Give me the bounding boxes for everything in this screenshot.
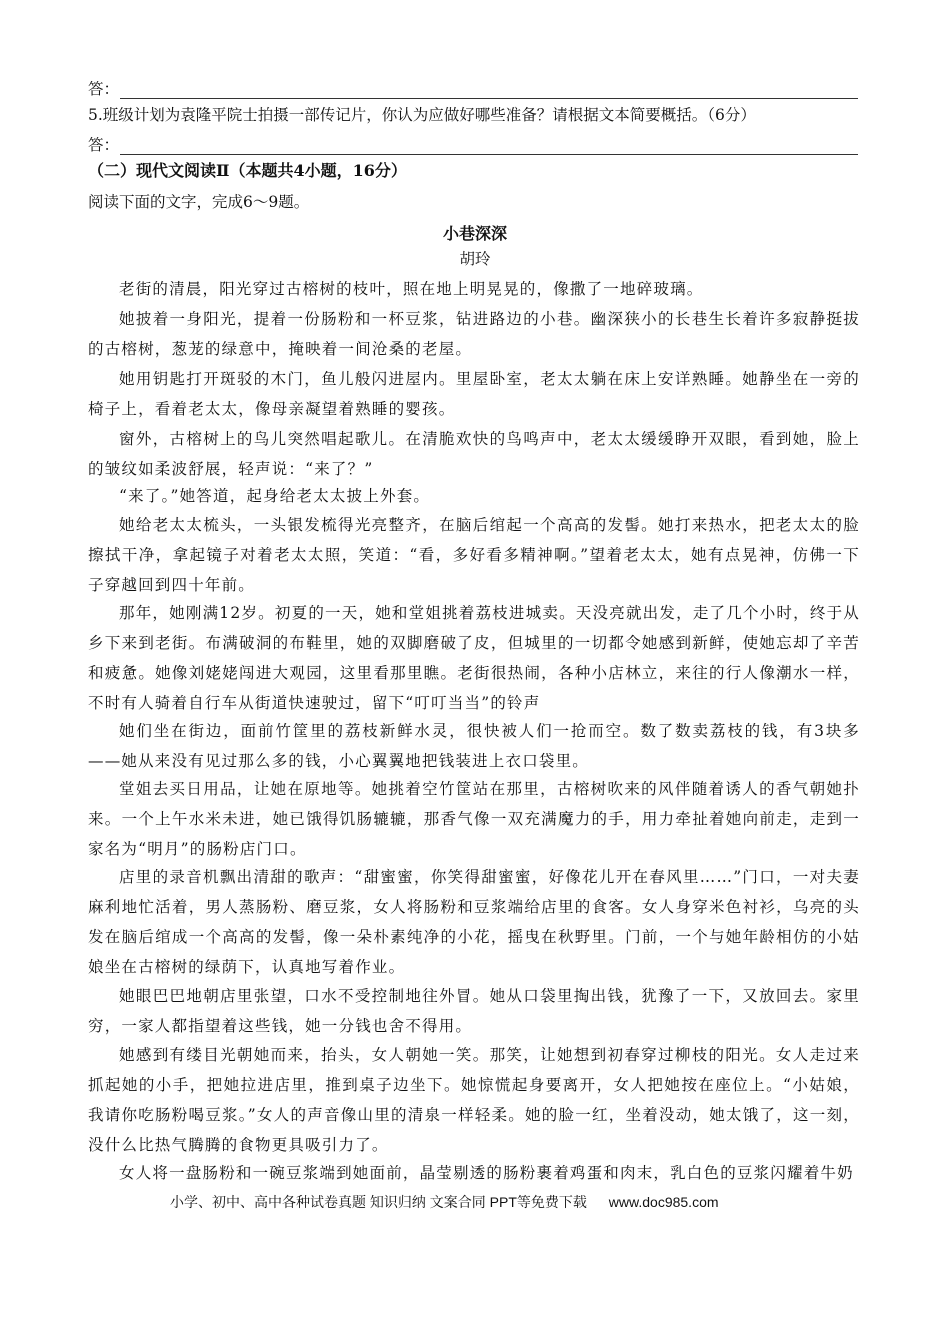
story-paragraph: 店里的录音机飘出清甜的歌声：“甜蜜蜜，你笑得甜蜜蜜，好像花儿开在春风里……”门口，一对夫妻麻利地忙活着，男人蒸肠粉、磨豆浆，女人将肠粉和豆浆端给店里的食客。女人身穿米色衬衫，乌亮的头发在脑后绾成一个高高的发髻，像一朵朴素纯净的小花，摇曳在秋野里。门前，一个与她年龄相仿的小姑娘坐在古榕树的绿荫下，认真地写着作业。 [88, 868, 860, 976]
story-paragraph: 她披着一身阳光，提着一份肠粉和一杯豆浆，钻进路边的小巷。幽深狭小的长巷生长着许多寂静挺拔的古榕树，葱茏的绿意中，掩映着一间沧桑的老屋。 [88, 310, 860, 358]
story-title: 小巷深深 [442, 224, 507, 243]
story-paragraph: 她眼巴巴地朝店里张望，口水不受控制地往外冒。她从口袋里掏出钱，犹豫了一下，又放回去。家里穷，一家人都指望着这些钱，她一分钱也舍不得用。 [88, 987, 860, 1035]
story-paragraph: 她们坐在街边，面前竹筐里的荔枝新鲜水灵，很快被人们一抢而空。数了数卖荔枝的钱，有3块多——她从来没有见过那么多的钱，小心翼翼地把钱装进上衣口袋里。 [88, 722, 860, 770]
story-paragraph: 老街的清晨，阳光穿过古榕树的枝叶，照在地上明晃晃的，像撒了一地碎玻璃。 [119, 280, 704, 298]
story-paragraph: “来了。”她答道，起身给老太太披上外套。 [119, 487, 431, 505]
footer-text: 小学、初中、高中各种试卷真题 知识归纳 文案合同 PPT等免费下载 [170, 1194, 587, 1210]
story-paragraph: 那年，她刚满12岁。初夏的一天，她和堂姐挑着荔枝进城卖。天没亮就出发，走了几个小时，终于从乡下来到老街。布满破洞的布鞋里，她的双脚磨破了皮，但城里的一切都令她感到新鲜，使她忘却了辛苦和疲惫。她像刘姥姥闯进大观园，这里看那里瞧。老街很热闹，各种小店林立，来往的行人像潮水一样，不时有人骑着自行车从街道快速驶过，留下“叮叮当当”的铃声 [88, 604, 860, 712]
page-footer [170, 1192, 719, 1212]
question-5: 5.班级计划为袁隆平院士拍摄一部传记片，你认为应做好哪些准备？请根据文本简要概括。（6分） [88, 106, 756, 124]
story-paragraph: 窗外，古榕树上的鸟儿突然唱起歌儿。在清脆欢快的鸟鸣声中，老太太缓缓睁开双眼，看到她，脸上的皱纹如柔波舒展，轻声说：“来了？” [88, 430, 860, 478]
answer-label: 答： [88, 80, 120, 98]
story-paragraph: 她给老太太梳头，一头银发梳得光亮整齐，在脑后绾起一个高高的发髻。她打来热水，把老太太的脸擦拭干净，拿起镜子对着老太太照，笑道：“看，多好看多精神啊。”望着老太太，她有点晃神，仿佛一下子穿越回到四十年前。 [88, 516, 860, 594]
story-paragraph: 她感到有缕目光朝她而来，抬头，女人朝她一笑。那笑，让她想到初春穿过柳枝的阳光。女人走过来抓起她的小手，把她拉进店里，推到桌子边坐下。她惊慌起身要离开，女人把她按在座位上。“小姑娘，我请你吃肠粉喝豆浆。”女人的声音像山里的清泉一样轻柔。她的脸一红，坐着没动，她太饿了，这一刻，没什么比热气腾腾的食物更具吸引力了。 [88, 1046, 860, 1154]
answer-rule [120, 98, 858, 99]
story-paragraph: 她用钥匙打开斑驳的木门，鱼儿般闪进屋内。里屋卧室，老太太躺在床上安详熟睡。她静坐在一旁的椅子上，看着老太太，像母亲凝望着熟睡的婴孩。 [88, 370, 860, 418]
answer-line-1[interactable] [88, 78, 858, 100]
story-paragraph: 堂姐去买日用品，让她在原地等。她挑着空竹筐站在那里，古榕树吹来的风伴随着诱人的香气朝她扑来。一个上午水米未进，她已饿得饥肠辘辘，那香气像一双充满魔力的手，用力牵扯着她向前走，走到一家名为“明月”的肠粉店门口。 [88, 780, 860, 858]
answer-line-2[interactable] [88, 134, 858, 156]
answer-label: 答： [88, 136, 120, 154]
reading-instruction: 阅读下面的文字，完成6～9题。 [88, 193, 310, 211]
story-paragraph: 女人将一盘肠粉和一碗豆浆端到她面前，晶莹剔透的肠粉裹着鸡蛋和肉末，乳白色的豆浆闪耀着牛奶 [119, 1164, 854, 1182]
answer-rule [120, 154, 858, 155]
section-heading: （二）现代文阅读Ⅱ（本题共4小题，16分） [88, 161, 407, 180]
story-author: 胡玲 [459, 250, 491, 268]
footer-url[interactable]: www.doc985.com [608, 1194, 719, 1210]
